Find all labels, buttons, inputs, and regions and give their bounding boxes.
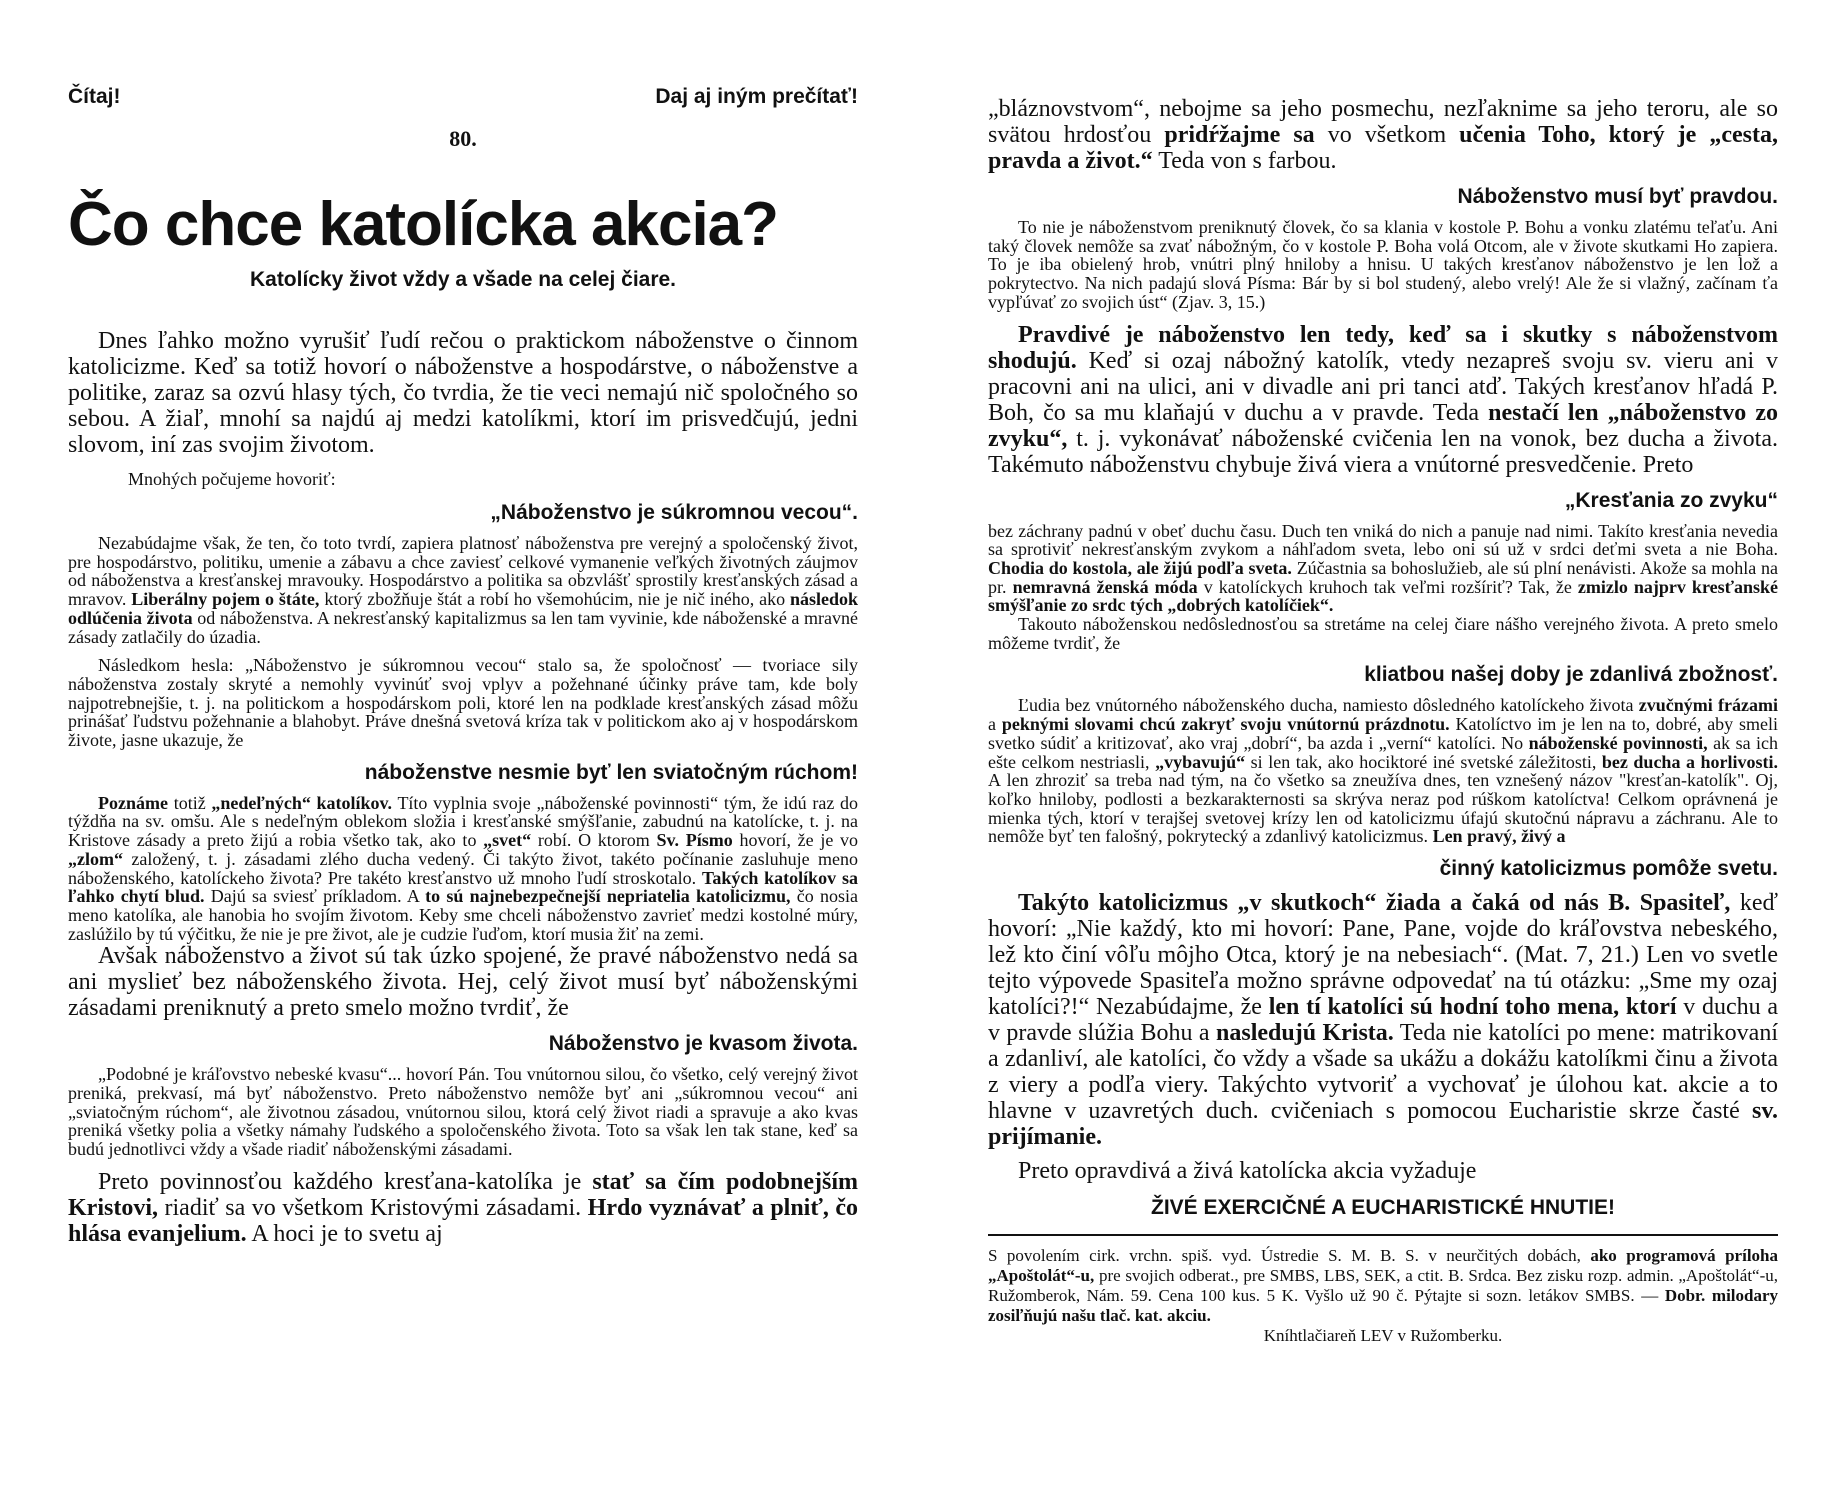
paragraph-active: Takýto katolicizmus „v skutkoch“ žiada a čaká od nás B. Spasiteľ, keď hovorí: „Nie každý, kto mi hovorí: Pane, Pane, vojde do kráľovstva nebeského, lež kto činí vôľu môjho Otca, ktorý je na nebesiach“. (Mat. 7, 21.) Len vo svetle tejto výpovede Spasiteľa možno správne odpovedať na tú otázku: „Sme my ozaj katolíci?!“ Nezabúdajme, že len tí katolíci sú hodní toho mena, ktorí v duchu a v pravde slúžia Bohu a nasledujú Krista. Teda nie katolíci po mene: matrikovaní a zdanliví, ale katolíci, čo vždy a všade sa ukážu a dokážu katolíkmi činu a života z viery a podľa viery. Takýchto vytvoriť a vychovať je úlohou kat. akcie a to hlavne v uzavretých duch. cvičeniach s pomocou Eucharistie skrze časté sv. prijímanie. bbox=[988, 890, 1778, 1151]
paragraph-consequence: Následkom hesla: „Náboženstvo je súkromnou vecou“ stalo sa, že spoločnosť — tvoriace sily náboženstva zostaly skryté a nemohly vyvinúť svoj vplyv a požehnané účinky práve tam, kde boly najpotrebnejšie, t. j. na politickom a hospodárskom poli, ktoré len na podklade kresťanských zásad môžu prinášať ľudstvu požehnanie a blahobyt. Práve dnešná svetová kríza tak v politickom ako aj v hospodárskom živote, jasne ukazuje, že bbox=[68, 655, 858, 751]
paragraph-leaven: „Podobné je kráľovstvo nebeské kvasu“... hovorí Pán. Tou vnútornou silou, čo všetko, celý verejný život preniká, prekvasí, má byť náboženstvo. Preto náboženstvo nemôže byť ani „súkromnou vecou“ ani „sviatočným rúchom“, ale životnou zásadou, vnútornou silou, ktorá celý život riadi a spravuje a ako kvas preniká všetky polia a všetky námahy ľudského a spoločenského života. Toto sa však len tak stane, keď sa budú jednotlivci vždy a všade riadiť náboženskými zásadami. bbox=[68, 1064, 858, 1160]
left-page bbox=[68, 0, 858, 1500]
page-header bbox=[68, 0, 858, 150]
paragraph-duty: Preto povinnosťou každého kresťana-katolíka je stať sa čím podobnejším Kristovi, riadiť sa vo všetkom Kristovými zásadami. Hrdo vyznávať a plniť, čo hlása evanjelium. A hoci je to svetu aj bbox=[68, 1168, 858, 1247]
paragraph-deeds: Pravdivé je náboženstvo len tedy, keď sa i skutky s náboženstvom shodujú. Keď si ozaj nábožný katolík, vtedy nezapreš svoju sv. vieru ani v pracovni ani na ulici, ani v divadle ani pri tanci atď. Takých kresťanov hľadá P. Boh, čo sa mu klaňajú v duchu a v pravde. Teda nestačí len „náboženstvo zo zvyku“, t. j. vykonávať náboženské cvičenia len na vonok, bez ducha a života. Takémuto náboženstvu chybuje živá viera a vnútorné presvedčenie. Preto bbox=[988, 321, 1778, 478]
paragraph-habit: bez záchrany padnú v obeť duchu času. Duch ten vniká do nich a panuje nad nimi. Takíto kresťania nevedia sa sprotiviť nekresťanským zvykom a náhľadom sveta, lebo oni sú už v srdci deťmi sveta a nie Boha. Chodia do kostola, ale žijú podľa sveta. Zúčastnia sa bohoslužieb, ale sú plní nenávisti. Akože sa mohla na pr. nemravná ženská móda v katolíckych kruhoch tak veľmi rozšíriť? Tak, že zmizlo najprv kresťanské smýšľanie zo srdc tých „dobrých katolíčiek“. bbox=[988, 520, 1778, 616]
paragraph-conclusion: Preto opravdivá a živá katolícka akcia vyžaduje bbox=[1018, 1158, 1477, 1185]
paragraph-sunday: Poznáme totiž „nedeľných“ katolíkov. Títo vyplnia svoje „náboženské povinnosti“ tým, že idú raz do týždňa na sv. omšu. Ale s nedeľným oblekom složia i kresťanské smýšľanie, zabudnú na katolícke, t. j. na Kristove zásady a preto žijú a robia všetko tak, ako to „svet“ robí. O ktorom Sv. Písmo hovorí, že je vo „zlom“ založený, t. j. zásadami zlého ducha vedený. Či takýto život, takéto počínanie zasluhuje meno náboženského, katolíckeho života? Pre takéto kresťanstvo už mnoho ľudí stroskotalo. Takých katolíkov sa ľahko chytí blud. Dajú sa sviesť príkladom. A to sú najnebezpečnejší nepriatelia katolicizmu, čo nosia meno katolíka, ale hanobia ho svojím životom. Keby sme chceli náboženstvo zavrieť medzi kostolné múry, zaslúžilo by tú výčitku, že nie je pre život, ale je cudzie ľuďom, ktorí musia žiť na zemi. bbox=[68, 792, 858, 944]
section-heading-active: činný katolicizmus pomôže svetu. bbox=[1439, 857, 1778, 881]
right-page bbox=[988, 0, 1778, 1500]
closing-heading: ŽIVÉ EXERCIČNÉ A EUCHARISTICKÉ HNUTIE! bbox=[1151, 1196, 1615, 1220]
section-heading-habit: „Kresťania zo zvyku“ bbox=[1564, 488, 1778, 512]
paragraph-private: Nezabúdajme však, že ten, čo toto tvrdí, zapiera platnosť náboženstva pre verejný a spoločenský život, pre hospodárstvo, politiku, umenie a zábavu a chce zaviesť celkové vymanenie veľkých životných záujmov od náboženstva a kresťanskej mravouky. Hospodárstvo a politika sa obzvlášť sprostily kresťanských zásad a mravov. Liberálny pojem o štáte, ktorý zbožňuje štát a robí ho všemohúcim, nie je nič iného, ako následok odlúčenia života od náboženstva. A nekresťanský kapitalizmus sa len tam vyvinie, kde náboženské a mravné zásady zatlačily do úzadia. bbox=[68, 533, 858, 647]
paragraph-curse: Ľudia bez vnútorného náboženského ducha, namiesto dôsledného katolíckeho života zvučnými frázami a peknými slovami chcú zakryť svoju vnútornú prázdnotu. Katolíctvo im je len na to, dobré, aby smeli svetko súdiť a kritizovať, ako vraj „dobrí“, ba azda i „verní“ katolíci. No náboženské povinnosti, ak sa ich ešte celkom nestriasli, „vybavujú“ si len tak, ako hociktoré iné svetské záležitosti, bez ducha a horlivosti. A len zhroziť sa treba nad tým, na čo všetko sa zneužíva dnes, ten vznešený názov "kresťan-katolík". Oj, koľko hniloby, podlosti a bezkarakternosti sa skrýva neraz pod rúškom katolíctva! Celkom oprávnená je mienka tých, ktorí v terajšej svetovej krízy len od katolicizmu úfajú skutočnú nápravu a záchranu. Ale to nemôže byť ten falošný, pokrytecký a zdanlivý katolicizmus. Len pravý, živý a bbox=[988, 695, 1778, 847]
paragraph-continuation: „bláznovstvom“, nebojme sa jeho posmechu, nezľaknime sa jeho teroru, ale so svätou hrdosťou pridŕžajme sa vo všetkom učenia Toho, ktorý je „cesta, pravda a život.“ Teda von s farbou. bbox=[988, 96, 1778, 174]
header-read: Čítaj! bbox=[68, 85, 121, 108]
paragraph-life: Avšak náboženstvo a život sú tak úzko spojené, že pravé náboženstvo nedá sa ani myslieť bez náboženského života. Hej, celý život musí byť náboženskými zásadami preniknutý a preto smelo možno tvrdiť, že bbox=[68, 943, 858, 1022]
header-share: Daj aj iným prečítať! bbox=[655, 85, 858, 108]
page-subtitle: Katolícky život vždy a všade na celej čiare. bbox=[249, 268, 677, 291]
page-title: Čo chce katolícka akcia? bbox=[68, 190, 779, 259]
section-heading-sunday: náboženstve nesmie byť len sviatočným rúchom! bbox=[364, 760, 858, 784]
section-heading-leaven: Náboženstvo je kvasom života. bbox=[548, 1032, 858, 1056]
printer-line: Kníhtlačiareň LEV v Ružomberku. bbox=[1263, 1326, 1503, 1346]
section-heading-truth: Náboženstvo musí byť pravdou. bbox=[1457, 185, 1778, 208]
imprint: S povolením cirk. vrchn. spiš. vyd. Ústredie S. M. B. S. v neurčitých dobách, ako programová príloha „Apoštolát“-u, pre svojich odberat., pre SMBS, LBS, SEK, a ctit. B. Srdca. Bez zisku rozp. admin. „Apoštolát“-u, Ružomberok, Nám. 59. Cena 100 kus. 5 K. Vyšlo už 90 č. Pýtajte si sozn. letákov SMBS. — Dobr. milodary zosiľňujú našu tlač. kat. akciu. bbox=[988, 1246, 1778, 1326]
paragraph-intro: Dnes ľahko možno vyrušiť ľudí rečou o praktickom náboženstve o činnom katolicizme. Keď sa totiž hovorí o náboženstve a hospodárstve, o náboženstve a politike, zaraz sa ozvú hlasy tých, čo tvrdia, že tie veci nemajú nič spoločného so sebou. A žiaľ, mnohí sa najdú aj medzi katolíkmi, ktorí im prisvedčujú, jedni slovom, iní zas svojim životom. bbox=[68, 328, 858, 458]
paragraph-inconsistency: Takouto náboženskou nedôslednosťou sa stretáme na celej čiare nášho verejného života. A preto smelo môžeme tvrdiť, že bbox=[988, 614, 1778, 653]
paragraph-truth: To nie je náboženstvom preniknutý človek, čo sa klania v kostole P. Bohu a vonku zlatému teľaťu. Ani taký človek nemôže sa zvať nábožným, čo v kostole P. Boha volá Otcom, ale v živote skutkami Ho zapiera. To je iba obielený hrob, vnútri plný hniloby a hnisu. U takých kresťanov náboženstvo je len lož a pokrytectvo. Na nich padajú slová Písma: Bár by si bol studený, alebo vrelý! Ale že si vlažný, začínam ťa vypľúvať zo svojich úst“ (Zjav. 3, 15.) bbox=[988, 217, 1778, 312]
lead-line: Mnohých počujeme hovoriť: bbox=[128, 469, 336, 489]
issue-number: 80. bbox=[449, 126, 477, 151]
section-heading-private: „Náboženstvo je súkromnou vecou“. bbox=[490, 501, 858, 524]
section-heading-curse: kliatbou našej doby je zdanlivá zbožnosť. bbox=[1364, 663, 1778, 687]
divider bbox=[988, 1234, 1778, 1236]
